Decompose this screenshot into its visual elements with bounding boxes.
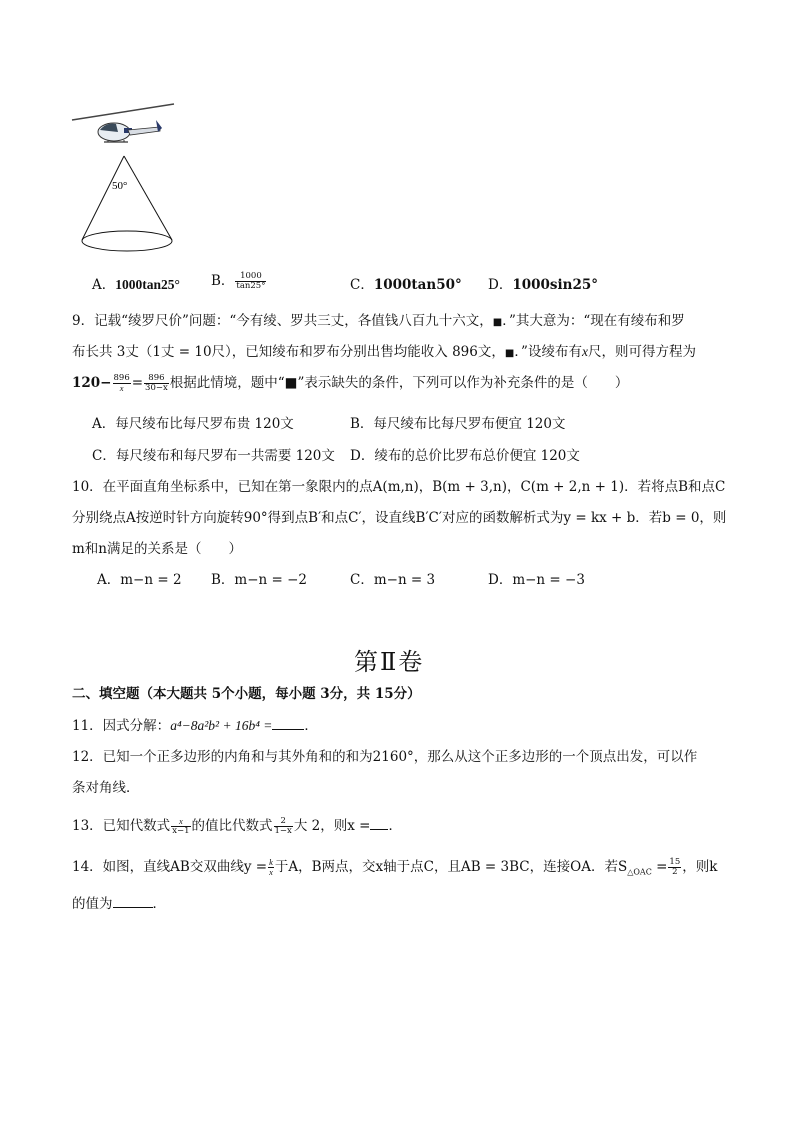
q9-option-c: C．每尺绫布和每尺罗布一共需要 120文 xyxy=(92,448,335,464)
q12-line1: 12．已知一个正多边形的内角和与其外角和的和为2160°，那么从这个正多边形的一个顶点出发，可以作 xyxy=(72,749,698,765)
cone-right-edge xyxy=(124,156,172,240)
q14-line1: 14．如图，直线AB交双曲线y = $\frac{k}{x}$ 于A，B两点，交x轴于点C，且AB = 3BC，连接OA．若$S_{\triangle OAC}$ = $\frac{15}{2}$ ，则k xyxy=(72,857,718,877)
q14-answer-blank[interactable] xyxy=(113,893,153,908)
q13-answer-blank[interactable] xyxy=(370,815,388,830)
q8-option-a: A．1000tan25° xyxy=(92,277,180,293)
q9-option-a: A．每尺绫布比每尺罗布贵 120文 xyxy=(92,416,294,432)
q10-option-c: C．m−n = 3 xyxy=(350,572,436,588)
q10-line2: 分别绕点A按逆时针方向旋转90°得到点B′和点C′，设直线B′C′对应的函数解析式为y = kx + b．若b = 0，则 xyxy=(72,510,727,526)
section-title: 第Ⅱ卷 xyxy=(354,648,425,676)
rotor-blade xyxy=(72,104,174,120)
q8-option-b-fraction: $\frac{1000}{\tan 25^\circ}$ xyxy=(236,271,266,291)
helicopter-cone-figure xyxy=(68,100,180,260)
q11: 11．因式分解：a⁴−8a²b² + 16b⁴ = ． xyxy=(72,715,318,736)
q10-option-d: D．m−n = −3 xyxy=(488,572,585,588)
angle-label: 50° xyxy=(112,180,128,192)
q9-line2: 布长共 3丈（1丈 = 10尺），已知绫布和罗布分别出售均能收入 896文，■．”设绫布有x尺，则可得方程为 xyxy=(72,344,696,360)
cone-left-edge xyxy=(82,156,124,240)
q10-line1: 10．在平面直角坐标系中，已知在第一象限内的点A(m,n)，B(m + 3,n)，C(m + 2,n + 1)．若将点B和点C xyxy=(72,479,726,495)
q10-line3: m和n满足的关系是（ ） xyxy=(72,541,242,557)
fill-blank-heading: 二、填空题（本大题共 5个小题，每小题 3分，共 15分） xyxy=(72,686,421,702)
q10-option-a: A．m−n = 2 xyxy=(97,572,182,588)
q8-option-d: D．1000sin25° xyxy=(488,277,598,293)
q9-option-d: D．绫布的总价比罗布总价便宜 120文 xyxy=(350,448,580,464)
q13: 13．已知代数式 $\frac{x}{x-1}$ 的值比代数式 $\frac{2}{1-x}$ 大 2，则x = ． xyxy=(72,816,402,836)
q12-line2: 条对角线． xyxy=(72,780,140,796)
q8-option-c: C．1000tan50° xyxy=(350,277,462,293)
q9-option-b: B．每尺绫布比每尺罗布便宜 120文 xyxy=(350,416,566,432)
q10-option-b: B．m−n = −2 xyxy=(211,572,308,588)
q8-option-b: B． $\frac{1000}{\tan 25^\circ}$ xyxy=(211,271,266,291)
q9-line3: 120− $\frac{896}{x}$ = $\frac{896}{30-x}$ 根据此情境，题中“■”表示缺失的条件，下列可以作为补充条件的是（ ） xyxy=(72,373,629,393)
q9-line1: 9．记载“绫罗尺价”问题：“今有绫、罗共三丈，各值钱八百九十六文，■．”其大意为：“现在有绫布和罗 xyxy=(72,313,685,329)
q14-line2: 的值为 ． xyxy=(72,893,166,914)
q11-answer-blank[interactable] xyxy=(272,715,304,730)
cone-base xyxy=(82,231,172,251)
